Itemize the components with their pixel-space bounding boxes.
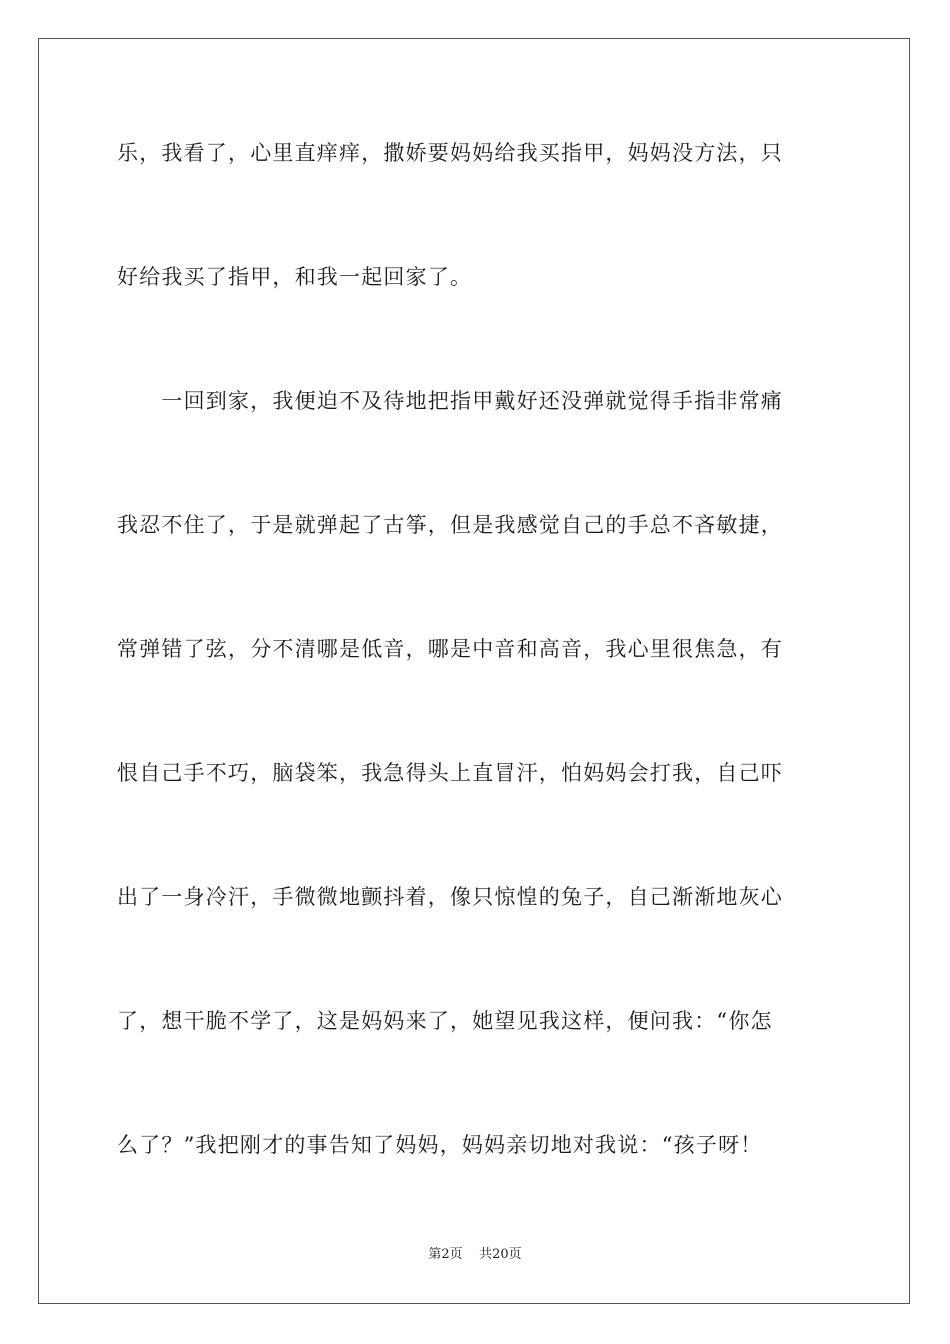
- text-line: 好给我买了指甲，和我一起回家了。: [117, 265, 473, 289]
- page-number: 第2页: [428, 1247, 463, 1262]
- text-line: 了，想干脆不学了，这是妈妈来了，她望见我这样，便问我：“你怎: [117, 1009, 773, 1033]
- page-footer: [0, 1246, 950, 1264]
- text-line: 出了一身冷汗，手微微地颤抖着，像只惊惶的兔子，自己渐渐地灰心: [117, 885, 783, 909]
- text-line: 乐，我看了，心里直痒痒，撒娇要妈妈给我买指甲，妈妈没方法，只: [117, 141, 783, 165]
- text-line: 常弹错了弦，分不清哪是低音，哪是中音和高音，我心里很焦急，有: [117, 637, 783, 661]
- text-line: 么了？”我把刚才的事告知了妈妈，妈妈亲切地对我说：“孩子呀！: [117, 1133, 763, 1157]
- text-line: 恨自己手不巧，脑袋笨，我急得头上直冒汗，怕妈妈会打我，自己吓: [117, 761, 783, 785]
- page-border: [38, 38, 910, 1304]
- text-line: 我忍不住了，于是就弹起了古筝，但是我感觉自己的手总不吝敏捷，: [117, 513, 783, 537]
- text-line: 一回到家，我便迫不及待地把指甲戴好还没弹就觉得手指非常痛: [117, 389, 783, 413]
- page-total: 共20页: [479, 1247, 522, 1262]
